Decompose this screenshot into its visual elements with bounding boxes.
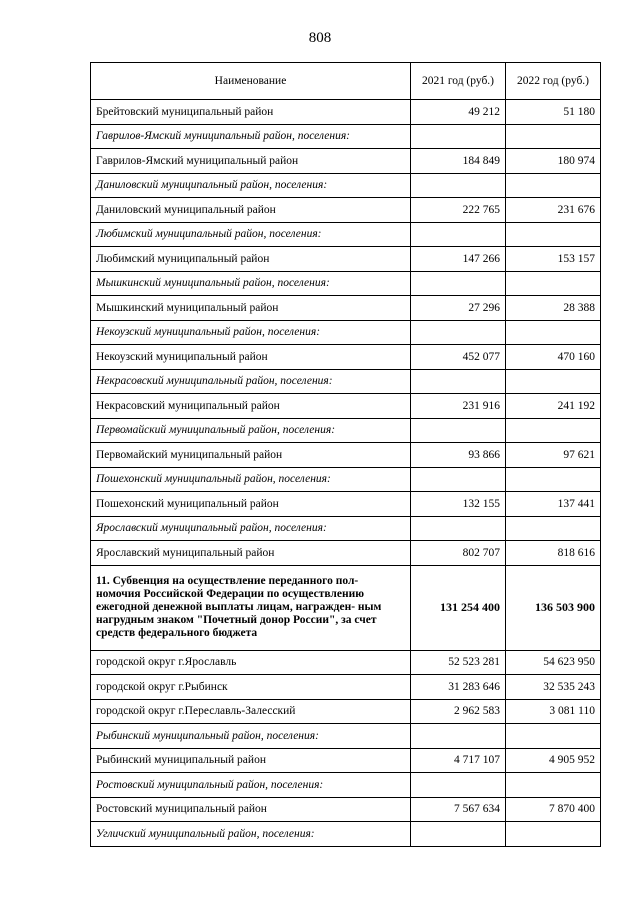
row-value-2022: 231 676	[506, 198, 601, 223]
row-value-2021	[411, 724, 506, 749]
table-row	[91, 443, 601, 468]
row-name-cell: городской округ г.Переславль-Залесский	[91, 699, 411, 724]
row-value-2021: 93 866	[411, 443, 506, 468]
table-row	[91, 418, 601, 443]
header-2021: 2021 год (руб.)	[411, 63, 506, 100]
table-row	[91, 650, 601, 675]
row-value-2021: 52 523 281	[411, 650, 506, 675]
table-row	[91, 492, 601, 517]
row-value-2022	[506, 418, 601, 443]
table-row	[91, 320, 601, 345]
table-row	[91, 149, 601, 174]
row-name-cell: Пошехонский муниципальный район, поселения:	[91, 467, 411, 492]
row-value-2021	[411, 369, 506, 394]
table-row	[91, 124, 601, 149]
row-value-2022: 241 192	[506, 394, 601, 419]
row-value-2022: 153 157	[506, 247, 601, 272]
table-row	[91, 516, 601, 541]
row-value-2021: 131 254 400	[411, 565, 506, 650]
table-row	[91, 173, 601, 198]
row-value-2021	[411, 467, 506, 492]
row-value-2021	[411, 271, 506, 296]
row-value-2021	[411, 773, 506, 798]
table-row	[91, 541, 601, 566]
row-value-2022	[506, 271, 601, 296]
row-name-cell: Ярославский муниципальный район, поселения:	[91, 516, 411, 541]
row-value-2022	[506, 320, 601, 345]
row-name-cell: Некоузский муниципальный район, поселения:	[91, 320, 411, 345]
header-name: Наименование	[91, 63, 411, 100]
table-row	[91, 773, 601, 798]
row-value-2022	[506, 724, 601, 749]
row-value-2021	[411, 222, 506, 247]
row-value-2022	[506, 124, 601, 149]
row-name-cell: Даниловский муниципальный район, поселения:	[91, 173, 411, 198]
row-value-2021: 452 077	[411, 345, 506, 370]
row-value-2022: 818 616	[506, 541, 601, 566]
row-name-cell: Гаврилов-Ямский муниципальный район, поселения:	[91, 124, 411, 149]
row-name-cell: Любимский муниципальный район, поселения:	[91, 222, 411, 247]
row-value-2021: 31 283 646	[411, 675, 506, 700]
row-value-2022: 136 503 900	[506, 565, 601, 650]
row-value-2022: 3 081 110	[506, 699, 601, 724]
row-value-2022	[506, 516, 601, 541]
row-value-2022: 28 388	[506, 296, 601, 321]
row-name-cell: Любимский муниципальный район	[91, 247, 411, 272]
row-value-2021: 147 266	[411, 247, 506, 272]
table-row	[91, 100, 601, 125]
table-header-row	[91, 63, 601, 100]
row-name-cell: Некрасовский муниципальный район, поселения:	[91, 369, 411, 394]
row-value-2022	[506, 222, 601, 247]
table-row	[91, 699, 601, 724]
row-value-2021	[411, 418, 506, 443]
row-value-2021: 27 296	[411, 296, 506, 321]
table-row	[91, 748, 601, 773]
row-value-2022	[506, 369, 601, 394]
row-name-cell: 11. Субвенция на осуществление переданного пол- номочия Российской Федерации по осуществлению ежегодной денежной выплаты лицам, награжден- ным нагрудным знаком "Почетный донор России", за счет средств федерального бюджета	[91, 565, 411, 650]
table-row	[91, 247, 601, 272]
row-value-2021	[411, 124, 506, 149]
row-value-2021: 132 155	[411, 492, 506, 517]
row-value-2022	[506, 173, 601, 198]
budget-table	[90, 62, 601, 847]
row-name-cell: Некоузский муниципальный район	[91, 345, 411, 370]
row-name-cell: Брейтовский муниципальный район	[91, 100, 411, 125]
row-value-2021: 7 567 634	[411, 797, 506, 822]
row-name-cell: Ярославский муниципальный район	[91, 541, 411, 566]
row-value-2022: 54 623 950	[506, 650, 601, 675]
row-name-cell: Мышкинский муниципальный район	[91, 296, 411, 321]
row-value-2022: 180 974	[506, 149, 601, 174]
table-row	[91, 797, 601, 822]
row-value-2021	[411, 822, 506, 847]
row-value-2021: 222 765	[411, 198, 506, 223]
row-value-2021: 802 707	[411, 541, 506, 566]
row-value-2022: 97 621	[506, 443, 601, 468]
row-name-cell: Пошехонский муниципальный район	[91, 492, 411, 517]
table-row	[91, 565, 601, 650]
row-name-cell: Рыбинский муниципальный район, поселения:	[91, 724, 411, 749]
table-row	[91, 675, 601, 700]
table-row	[91, 394, 601, 419]
row-value-2021	[411, 516, 506, 541]
row-name-cell: Ростовский муниципальный район, поселения:	[91, 773, 411, 798]
table-row	[91, 198, 601, 223]
row-name-cell: Некрасовский муниципальный район	[91, 394, 411, 419]
row-value-2022	[506, 773, 601, 798]
row-value-2021: 2 962 583	[411, 699, 506, 724]
row-value-2022	[506, 822, 601, 847]
table-row	[91, 369, 601, 394]
row-value-2022: 7 870 400	[506, 797, 601, 822]
row-name-cell: Рыбинский муниципальный район	[91, 748, 411, 773]
row-value-2021	[411, 173, 506, 198]
row-name-cell: Ростовский муниципальный район	[91, 797, 411, 822]
table-row	[91, 822, 601, 847]
row-value-2022: 4 905 952	[506, 748, 601, 773]
row-name-cell: Первомайский муниципальный район	[91, 443, 411, 468]
table-body	[91, 100, 601, 847]
table-row	[91, 296, 601, 321]
header-2022: 2022 год (руб.)	[506, 63, 601, 100]
table-row	[91, 724, 601, 749]
row-value-2021: 49 212	[411, 100, 506, 125]
row-value-2021	[411, 320, 506, 345]
row-value-2021: 231 916	[411, 394, 506, 419]
row-value-2021: 4 717 107	[411, 748, 506, 773]
row-value-2022: 137 441	[506, 492, 601, 517]
row-value-2021: 184 849	[411, 149, 506, 174]
table-row	[91, 271, 601, 296]
page-number: 808	[308, 30, 332, 46]
row-name-cell: городской округ г.Ярославль	[91, 650, 411, 675]
row-value-2022: 470 160	[506, 345, 601, 370]
row-name-cell: Мышкинский муниципальный район, поселения:	[91, 271, 411, 296]
row-value-2022: 32 535 243	[506, 675, 601, 700]
row-name-cell: Даниловский муниципальный район	[91, 198, 411, 223]
table-row	[91, 345, 601, 370]
row-name-cell: Первомайский муниципальный район, поселения:	[91, 418, 411, 443]
row-name-cell: Угличский муниципальный район, поселения:	[91, 822, 411, 847]
row-name-cell: городской округ г.Рыбинск	[91, 675, 411, 700]
row-name-cell: Гаврилов-Ямский муниципальный район	[91, 149, 411, 174]
row-value-2022: 51 180	[506, 100, 601, 125]
table-row	[91, 222, 601, 247]
row-value-2022	[506, 467, 601, 492]
table-row	[91, 467, 601, 492]
